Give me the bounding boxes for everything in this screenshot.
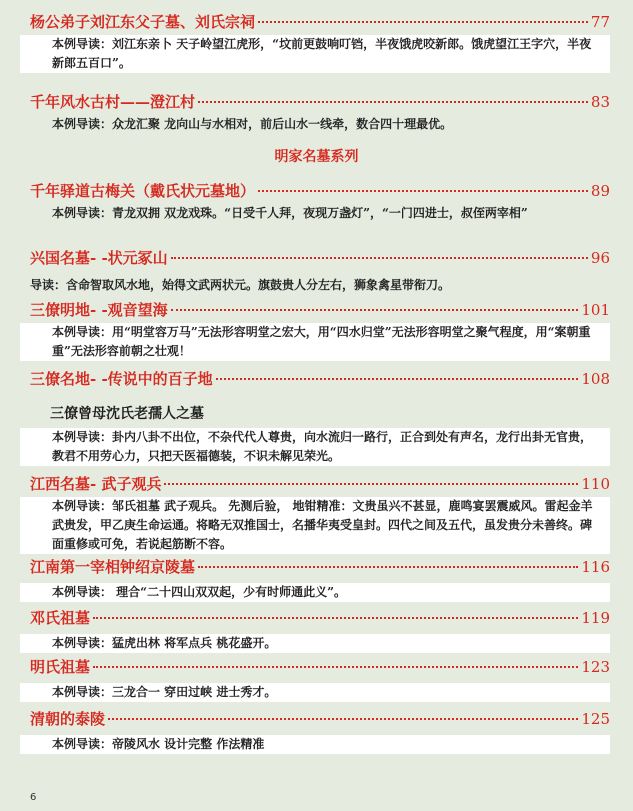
entry-desc: 本例导读：卦内八卦不出位，不杂代代人尊贵，向水流归一路行，正合到处有声名，龙行出卦无官贵，教君不用劳心力，只把天医福德装，不识未解见荣光。 — [20, 428, 610, 466]
entry-desc: 本例导读：帝陵风水 设计完整 作法精准 — [20, 735, 610, 754]
entry-page: 116 — [581, 558, 610, 576]
entry-title[interactable]: 清朝的泰陵 — [30, 710, 106, 728]
entry-title-row[interactable] — [30, 709, 610, 729]
dot-leader — [198, 566, 578, 568]
entry-title-row[interactable] — [30, 608, 610, 628]
entry-desc: 本例导读：猛虎出林 将军点兵 桃花盛开。 — [20, 634, 610, 653]
toc-entry[interactable] — [30, 300, 610, 361]
entry-title[interactable]: 明氏祖墓 — [30, 658, 91, 676]
dot-leader — [171, 257, 588, 259]
dot-leader — [164, 483, 578, 485]
dot-leader — [258, 21, 588, 23]
entry-desc: 本例导读：青龙双拥 双龙戏珠。“日受千人拜，夜现万盏灯”，“一门四进士，叔侄两宰相” — [52, 206, 528, 220]
entry-title-row[interactable] — [30, 557, 610, 577]
entry-page: 123 — [581, 658, 610, 676]
entry-page: 77 — [590, 13, 610, 31]
entry-title[interactable]: 江西名墓- 武子观兵 — [30, 475, 162, 493]
entry-title[interactable]: 千年风水古村——澄江村 — [30, 93, 196, 111]
entry-title-row[interactable] — [30, 92, 610, 112]
toc-entry[interactable] — [30, 557, 610, 602]
entry-desc: 本例导读：刘江东亲卜 天子岭望江虎形，“坟前更鼓响叮铛，半夜饿虎咬新郎。饿虎望江王字穴，半夜新郎五百口”。 — [20, 35, 610, 73]
entry-page: 110 — [581, 475, 610, 493]
dot-leader — [198, 101, 588, 103]
toc-entry[interactable] — [30, 657, 610, 702]
entry-page: 108 — [581, 370, 610, 388]
toc-entry[interactable] — [30, 474, 610, 554]
entry-title-row[interactable] — [30, 369, 610, 389]
toc-entry[interactable] — [30, 709, 610, 754]
section-heading: 明家名墓系列 — [274, 149, 359, 165]
entry-title[interactable]: 三僚明地- -观音望海 — [30, 301, 168, 319]
entry-page: 125 — [581, 710, 610, 728]
entry-title[interactable]: 邓氏祖墓 — [30, 609, 91, 627]
dot-leader — [258, 190, 588, 192]
dot-leader — [171, 309, 579, 311]
entry-desc: 本例导读：三龙合一 穿田过峡 进士秀才。 — [20, 683, 610, 702]
entry-title[interactable]: 兴国名墓- -状元冢山 — [30, 249, 168, 267]
toc-entry[interactable] — [30, 248, 610, 295]
entry-title[interactable]: 三僚曾母沈氏老孺人之墓 — [50, 406, 204, 422]
entry-title-row[interactable] — [30, 181, 610, 201]
toc-entry[interactable] — [30, 404, 610, 466]
entry-desc: 导读：含命智取风水地，始得文武两状元。旗鼓贵人分左右，狮象禽星带衔刀。 — [30, 278, 451, 292]
entry-page: 96 — [590, 249, 610, 267]
entry-title-row[interactable] — [30, 474, 610, 494]
dot-leader — [93, 617, 578, 619]
entry-title-row[interactable] — [30, 248, 610, 268]
entry-page: 101 — [581, 301, 610, 319]
dot-leader — [108, 718, 578, 720]
entry-title[interactable]: 江南第一宰相钟绍京陵墓 — [30, 558, 196, 576]
entry-title-row[interactable] — [30, 300, 610, 320]
entry-title[interactable]: 杨公弟子刘江东父子墓、刘氏宗祠 — [30, 13, 256, 31]
entry-desc: 本例导读： 理合“二十四山双双起，少有时师通此义”。 — [20, 583, 610, 602]
entry-title[interactable]: 千年驿道古梅关（戴氏状元墓地） — [30, 182, 256, 200]
toc-entry[interactable] — [30, 181, 610, 223]
dot-leader — [93, 666, 578, 668]
entry-page: 89 — [590, 182, 610, 200]
entry-desc: 本例导读：用“明堂容万马”无法形容明堂之宏大，用“四水归堂”无法形容明堂之聚气程度，用“案朝重重”无法形容前朝之壮观！ — [20, 323, 610, 361]
entry-page: 83 — [590, 93, 610, 111]
entry-title-row[interactable] — [30, 657, 610, 677]
toc-entry[interactable] — [30, 369, 610, 389]
toc-entry[interactable] — [30, 92, 610, 134]
entry-desc: 本例导读：众龙汇聚 龙向山与水相对，前后山水一线牵，数合四十理最优。 — [52, 117, 453, 131]
toc-entry[interactable] — [30, 608, 610, 653]
entry-title[interactable]: 三僚名地- -传说中的百子地 — [30, 370, 213, 388]
toc-entry[interactable] — [30, 12, 610, 73]
dot-leader — [216, 378, 579, 380]
page-number: 6 — [30, 792, 37, 803]
entry-desc: 本例导读：邹氏祖墓 武子观兵。 先测后验， 地钳精准：文贵虽兴不甚显，鹿鸣宴罢震威风。雷起金羊武贵发，甲乙庚生命运通。将略无双推国士，名播华夷受皇封。四代之间及五代，虽发贵分未善终。碑面重修或可免，若说起筋断不容。 — [20, 497, 610, 554]
entry-page: 119 — [581, 609, 610, 627]
entry-title-row[interactable] — [30, 12, 610, 32]
